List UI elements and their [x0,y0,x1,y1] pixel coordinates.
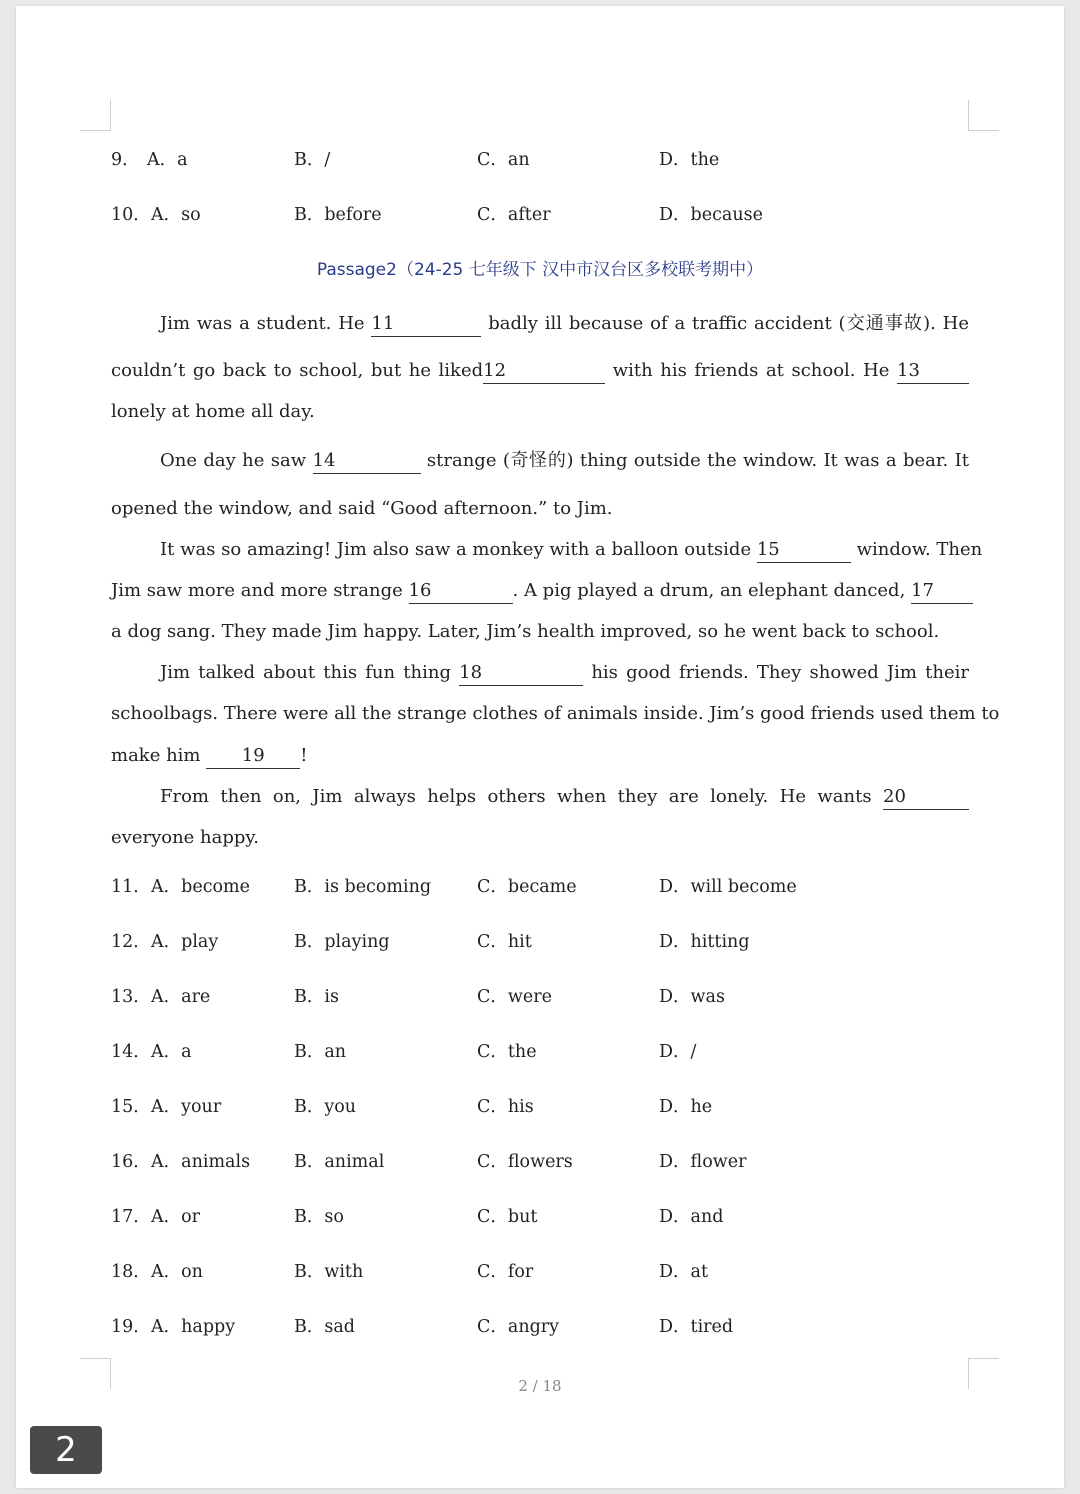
option-a: A．a [147,150,188,170]
option-b: B．animal [294,1152,385,1172]
option-a: A．happy [151,1317,236,1337]
option-b: B．sad [294,1317,355,1337]
option-a: A．or [151,1207,201,1227]
option-row-12 [111,927,971,957]
option-c: C．for [477,1262,534,1282]
option-d: D．hitting [659,932,750,952]
page-number-badge[interactable]: 2 [30,1426,102,1474]
blank-18: 18 [459,661,583,686]
option-a: A．play [151,932,219,952]
blank-11: 11 [371,312,481,337]
text: make him [111,745,201,766]
option-row-16 [111,1147,971,1177]
passage-line: a dog sang. They made Jim happy. Later, Jim’s health improved, so he went back to school. [111,621,940,642]
question-number: 14． [111,1042,151,1062]
option-d: D．/ [659,1042,697,1062]
blank-16: 16 [409,579,513,604]
blank-14: 14 [313,449,421,474]
passage-line: opened the window, and said “Good afternoon.” to Jim. [111,498,613,519]
option-d: D．the [659,150,720,170]
question-number: 19． [111,1317,151,1337]
passage-line [160,447,969,475]
passage-line [160,783,969,811]
passage-line [160,536,983,564]
option-c: C．the [477,1042,537,1062]
passage-line: everyone happy. [111,827,259,848]
passage-line: schoolbags. There were all the strange clothes of animals inside. Jim’s good friends used them to [111,703,1000,724]
text: ! [300,745,308,766]
option-b: B．is [294,987,339,1007]
passage-line [160,659,969,687]
passage-title: Passage2（24-25 七年级下 汉中市汉台区多校联考期中） [316,260,764,280]
passage-line [111,742,969,770]
question-number: 15． [111,1097,151,1117]
option-d: D．was [659,987,725,1007]
crop-mark-top-right [968,100,999,131]
question-number: 12． [111,932,151,952]
option-c: C．became [477,877,577,897]
blank-13: 13 [897,359,969,384]
blank-20: 20 [883,785,969,810]
blank-15: 15 [757,538,851,563]
question-number: 10． [111,205,151,225]
option-b: B．/ [294,150,331,170]
option-d: D．at [659,1262,708,1282]
blank-19: 19 [206,744,300,769]
option-b: B．playing [294,932,390,952]
option-a: A．so [151,205,201,225]
option-c: C．hit [477,932,532,952]
text: with his friends at school. He [612,360,890,381]
text: badly ill because of a traffic accident (交通事故). He [488,313,969,334]
option-a: A．become [151,877,250,897]
passage-line [111,577,969,605]
option-row-19 [111,1312,971,1342]
text: It was so amazing! Jim also saw a monkey with a balloon outside [160,539,752,560]
option-row-13 [111,982,971,1012]
option-a: A．your [151,1097,222,1117]
text: couldn’t go back to school, but he liked [111,360,484,381]
text: his good friends. They showed Jim their [591,662,969,683]
option-c: C．flowers [477,1152,573,1172]
question-number: 16． [111,1152,151,1172]
blank-17: 17 [911,579,973,604]
text: Jim saw more and more strange [111,580,403,601]
option-c: C．after [477,205,551,225]
option-row-11 [111,872,971,902]
option-a: A．on [151,1262,203,1282]
question-number: 13． [111,987,151,1007]
option-row-10 [111,200,971,230]
option-b: B．before [294,205,382,225]
option-b: B．so [294,1207,344,1227]
passage-line: lonely at home all day. [111,401,315,422]
option-d: D．and [659,1207,724,1227]
passage-line [160,310,969,338]
option-a: A．a [151,1042,192,1062]
text: One day he saw [160,450,307,471]
question-number: 9． [111,150,140,170]
text: Jim was a student. He [160,313,365,334]
blank-12: 12 [483,359,605,384]
option-a: A．animals [151,1152,251,1172]
text: . A pig played a drum, an elephant danced, [512,580,906,601]
option-b: B．you [294,1097,357,1117]
option-b: B．is becoming [294,877,432,897]
option-row-15 [111,1092,971,1122]
option-row-18 [111,1257,971,1287]
text: Jim talked about this fun thing [160,662,451,683]
option-d: D．because [659,205,763,225]
option-b: B．with [294,1262,364,1282]
option-c: C．but [477,1207,538,1227]
option-d: D．flower [659,1152,747,1172]
text: window. Then [856,539,983,560]
crop-mark-top-left [80,100,111,131]
option-d: D．will become [659,877,797,897]
text: strange (奇怪的) thing outside the window. It was a bear. It [426,450,969,471]
option-d: D．he [659,1097,713,1117]
option-row-17 [111,1202,971,1232]
page-indicator: 2 / 18 [518,1377,562,1395]
option-c: C．angry [477,1317,560,1337]
text: From then on, Jim always helps others when they are lonely. He wants [160,786,872,807]
question-number: 17． [111,1207,151,1227]
option-d: D．tired [659,1317,734,1337]
option-a: A．are [151,987,211,1007]
question-number: 11． [111,877,151,897]
option-c: C．his [477,1097,534,1117]
option-row-9 [111,145,971,175]
question-number: 18． [111,1262,151,1282]
option-row-14 [111,1037,971,1067]
option-b: B．an [294,1042,347,1062]
passage-line [111,357,969,385]
option-c: C．an [477,150,530,170]
option-c: C．were [477,987,552,1007]
